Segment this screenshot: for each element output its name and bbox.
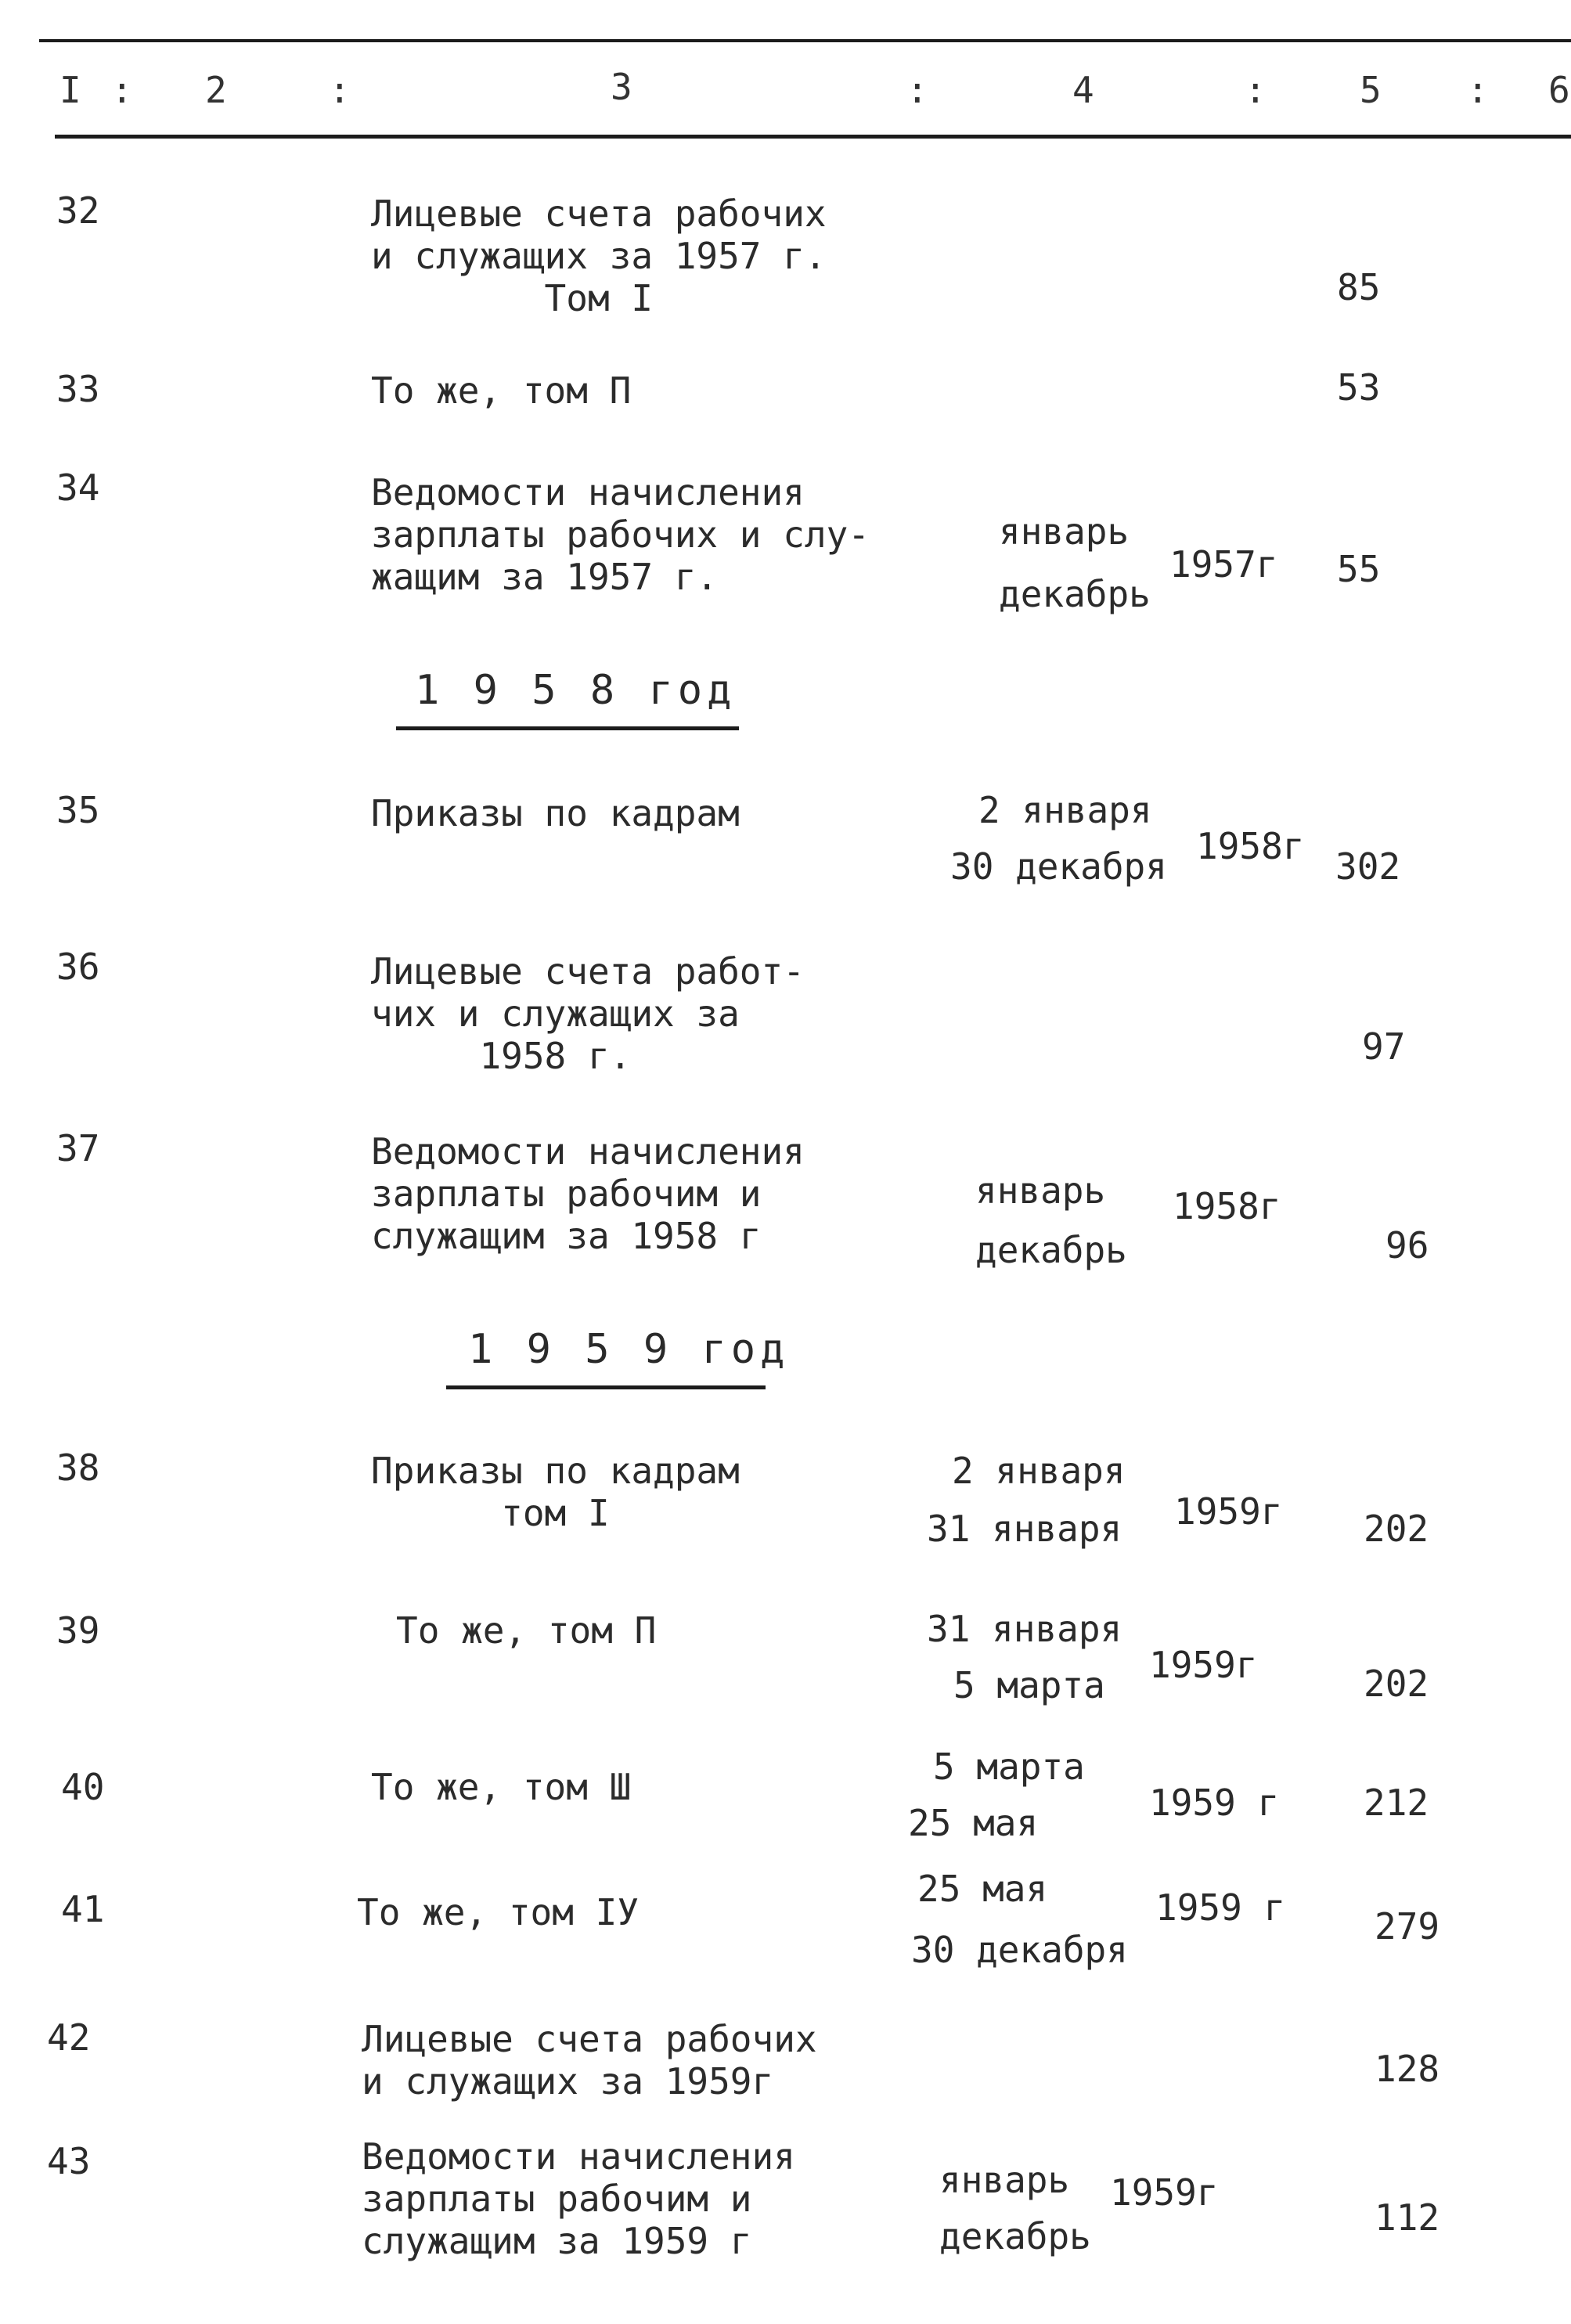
row-title: Приказы по кадрам xyxy=(371,792,740,834)
row-number: 34 xyxy=(56,467,100,509)
section-underline xyxy=(396,726,739,730)
row-year: 1958г xyxy=(1173,1185,1281,1227)
row-title: Ведомости начисления зарплаты рабочим и служащим за 1958 г xyxy=(371,1130,805,1257)
row-number: 42 xyxy=(47,2016,91,2059)
header-col4: 4 xyxy=(1072,69,1094,111)
row-number: 32 xyxy=(56,189,100,232)
row-number: 35 xyxy=(56,789,100,831)
row-date-end: 5 марта xyxy=(953,1664,1105,1706)
header-sep: : xyxy=(1245,69,1267,111)
row-number: 40 xyxy=(61,1766,105,1808)
row-date-end: декабрь xyxy=(939,2215,1091,2257)
row-year: 1959г xyxy=(1110,2171,1219,2214)
row-title: Ведомости начисления зарплаты рабочих и слу- жащим за 1957 г. xyxy=(371,471,870,598)
top-rule xyxy=(39,39,1571,42)
row-sheet-count: 302 xyxy=(1335,845,1401,888)
row-date-start: январь xyxy=(939,2159,1070,2201)
header-rule xyxy=(55,135,1571,139)
row-title: То же, том IУ xyxy=(357,1891,640,1933)
header-col1: I xyxy=(59,69,81,111)
row-year: 1957г xyxy=(1169,543,1278,586)
row-date-start: 5 марта xyxy=(933,1746,1085,1788)
row-sheet-count: 202 xyxy=(1364,1663,1429,1705)
row-number: 37 xyxy=(56,1127,100,1169)
header-col2: 2 xyxy=(205,69,227,111)
row-year: 1958г xyxy=(1196,825,1305,867)
header-col6: 6 xyxy=(1548,69,1570,111)
row-date-end: 30 декабря xyxy=(911,1929,1128,1971)
row-number: 38 xyxy=(56,1447,100,1489)
row-date-end: 31 января xyxy=(927,1508,1122,1550)
row-title: То же, том П xyxy=(371,369,632,412)
row-number: 33 xyxy=(56,368,100,410)
row-date-start: январь xyxy=(975,1169,1106,1212)
row-number: 43 xyxy=(47,2140,91,2182)
row-year: 1959 г xyxy=(1155,1886,1286,1929)
section-year-1959: 1 9 5 9 год xyxy=(468,1326,790,1373)
row-date-end: 30 декабря xyxy=(950,845,1167,888)
row-sheet-count: 97 xyxy=(1362,1025,1406,1068)
row-date-end: декабрь xyxy=(975,1229,1127,1271)
row-title: То же, том П xyxy=(396,1609,657,1652)
row-title: То же, том Ш xyxy=(371,1766,632,1808)
row-number: 41 xyxy=(61,1888,105,1930)
row-sheet-count: 53 xyxy=(1337,366,1381,409)
row-title: Лицевые счета рабочих и служащих за 1959г xyxy=(362,2018,817,2102)
section-year-1958: 1 9 5 8 год xyxy=(415,667,737,714)
section-underline xyxy=(446,1385,766,1389)
row-title: Лицевые счета работ- чих и служащих за 1958 г. xyxy=(371,950,805,1077)
row-date-start: январь xyxy=(999,510,1130,553)
row-sheet-count: 279 xyxy=(1375,1905,1440,1947)
row-number: 36 xyxy=(56,946,100,988)
row-title: Ведомости начисления зарплаты рабочим и служащим за 1959 г xyxy=(362,2135,795,2262)
row-date-start: 31 января xyxy=(927,1608,1122,1650)
header-sep: : xyxy=(329,69,351,111)
row-year: 1959г xyxy=(1174,1490,1283,1533)
row-year: 1959 г xyxy=(1149,1782,1280,1824)
row-sheet-count: 212 xyxy=(1364,1782,1429,1824)
row-sheet-count: 55 xyxy=(1337,548,1381,590)
row-sheet-count: 96 xyxy=(1385,1224,1429,1266)
header-col5: 5 xyxy=(1360,69,1382,111)
row-sheet-count: 85 xyxy=(1337,266,1381,308)
row-title: Лицевые счета рабочих и служащих за 1957 г. Том I xyxy=(371,193,827,319)
row-date-start: 25 мая xyxy=(917,1868,1048,1910)
row-date-end: декабрь xyxy=(999,573,1151,615)
row-sheet-count: 112 xyxy=(1375,2196,1440,2239)
row-sheet-count: 128 xyxy=(1375,2048,1440,2090)
row-date-start: 2 января xyxy=(978,789,1152,831)
row-date-start: 2 января xyxy=(952,1450,1126,1492)
header-sep: : xyxy=(906,69,928,111)
row-date-end: 25 мая xyxy=(908,1802,1039,1844)
row-number: 39 xyxy=(56,1609,100,1652)
row-year: 1959г xyxy=(1149,1644,1258,1686)
row-title: Приказы по кадрам том I xyxy=(371,1450,740,1534)
header-col3: 3 xyxy=(611,66,632,108)
header-sep: : xyxy=(1467,69,1489,111)
row-sheet-count: 202 xyxy=(1364,1508,1429,1550)
header-sep: : xyxy=(111,69,133,111)
